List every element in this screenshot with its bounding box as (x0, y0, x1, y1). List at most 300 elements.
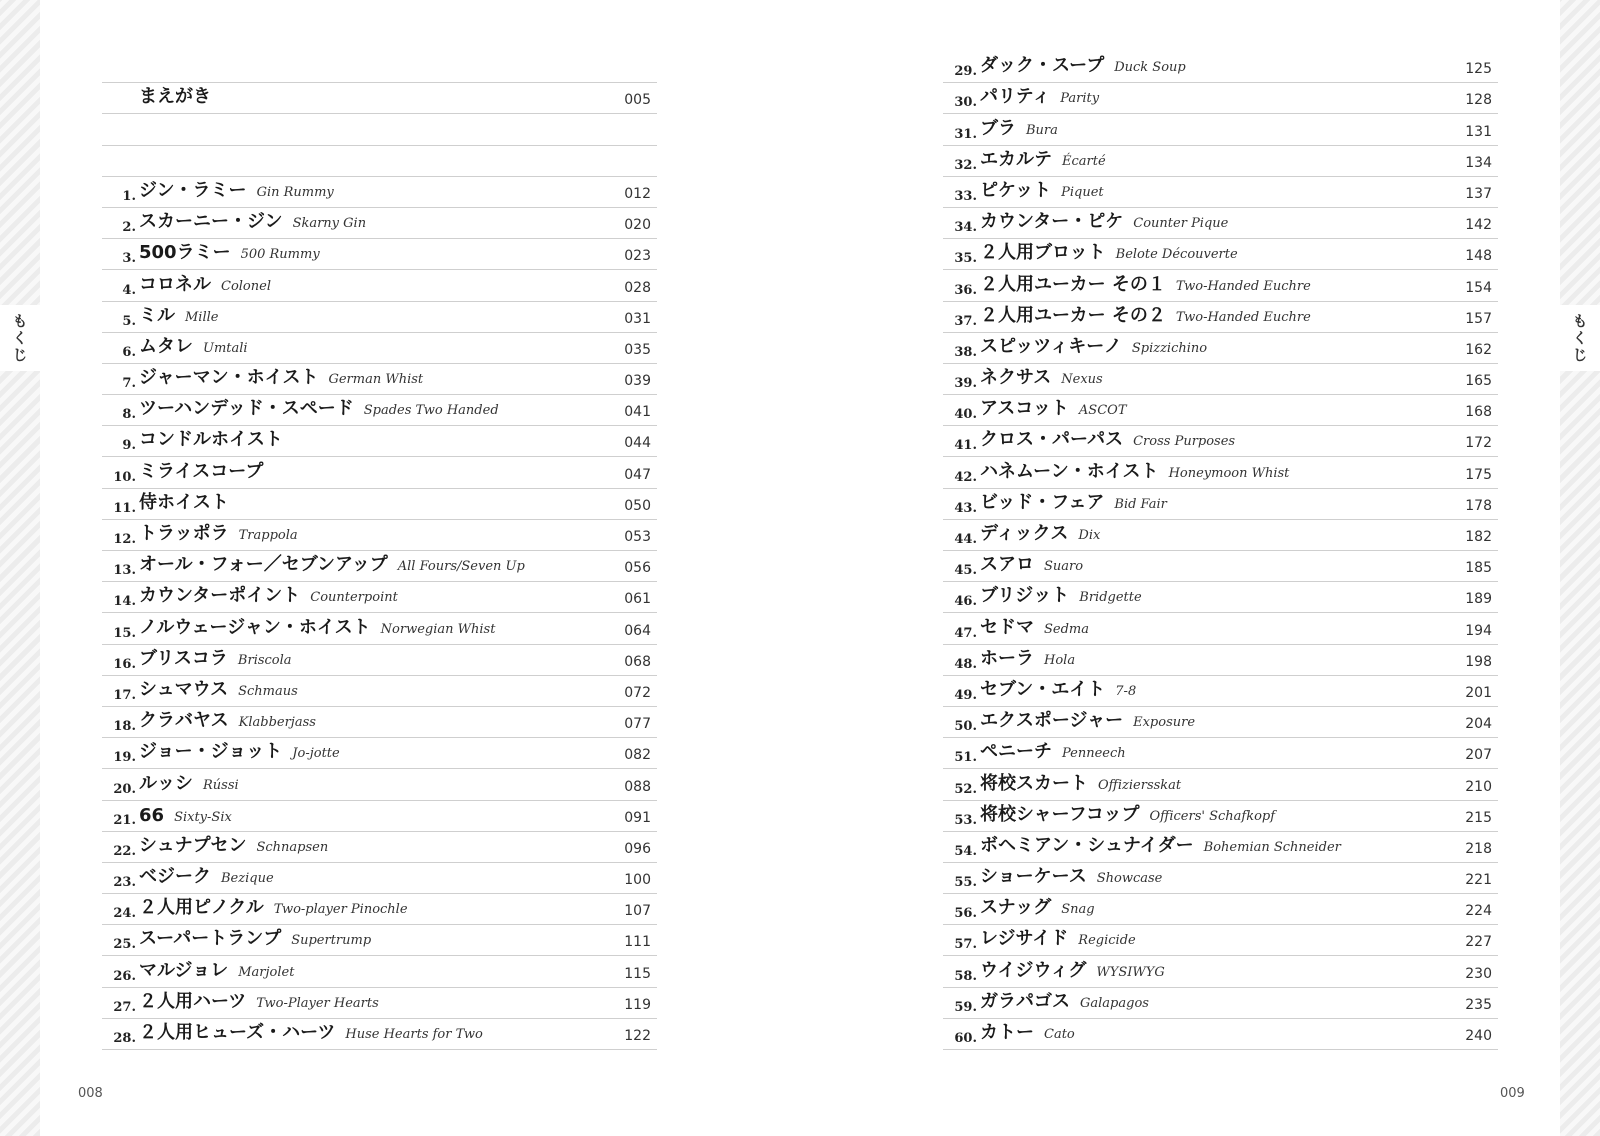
toc-entry[interactable] (943, 395, 1498, 426)
entry-page: 131 (1465, 123, 1492, 140)
toc-entry[interactable] (943, 457, 1498, 488)
entry-number: 33. (954, 188, 977, 204)
entry-title-en: Bohemian Schneider (1203, 839, 1341, 855)
entry-title-ja (980, 831, 1341, 857)
entry-page: 172 (1465, 435, 1492, 452)
entry-title-ja (139, 831, 328, 857)
entry-number: 3. (122, 251, 136, 267)
entry-page: 230 (1465, 965, 1492, 982)
entry-title-ja (139, 425, 283, 451)
entry-number: 14. (113, 594, 136, 610)
entry-title-ja-text: スナッグ (980, 897, 1052, 919)
toc-entry[interactable] (943, 676, 1498, 707)
entry-page: 224 (1465, 903, 1492, 920)
toc-blank-row (102, 146, 657, 177)
toc-entry[interactable] (102, 426, 657, 457)
entry-title-ja-text: エクスポージャー (980, 710, 1124, 732)
entry-title-en: Honeymoon Whist (1168, 465, 1290, 481)
entry-title-ja-text: エカルテ (980, 148, 1052, 170)
entry-number: 49. (954, 687, 977, 703)
entry-title-ja (980, 114, 1058, 140)
entry-number: 5. (122, 313, 136, 329)
entry-title-ja (980, 800, 1275, 826)
entry-title-en: All Fours/Seven Up (397, 559, 525, 575)
entry-title-ja-text: ジャーマン・ホイスト (139, 367, 319, 389)
toc-entry[interactable] (943, 177, 1498, 208)
toc-entry[interactable] (943, 769, 1498, 800)
entry-title-ja (139, 488, 229, 514)
entry-title-ja-text: 将校スカート (980, 772, 1088, 794)
toc-blank-row (102, 114, 657, 145)
entry-title-ja (980, 550, 1083, 576)
entry-title-ja (980, 769, 1181, 795)
toc-entry[interactable] (102, 177, 657, 208)
entry-title-ja (980, 176, 1104, 202)
entry-number: 15. (113, 625, 136, 641)
entry-page: 189 (1465, 591, 1492, 608)
preface-label: まえがき (139, 86, 211, 108)
entry-number: 38. (954, 344, 977, 360)
toc-entry[interactable] (943, 863, 1498, 894)
entry-title-ja (980, 207, 1228, 233)
entry-title-ja (980, 82, 1099, 108)
toc-entry[interactable] (943, 582, 1498, 613)
entry-title-en: Rússi (203, 777, 239, 793)
toc-entry[interactable] (102, 894, 657, 925)
toc-entry[interactable] (102, 769, 657, 800)
entry-page: 056 (624, 560, 651, 577)
entry-page: 165 (1465, 373, 1492, 390)
entry-title-en: Counterpoint (310, 590, 398, 606)
entry-title-ja-text: ディックス (980, 523, 1069, 544)
entry-number: 9. (122, 438, 136, 454)
toc-entry[interactable] (943, 426, 1498, 457)
entry-number: 56. (954, 906, 977, 922)
toc-preface-row[interactable] (102, 83, 657, 114)
entry-title-en: Norwegian Whist (380, 621, 496, 637)
entry-page: 023 (624, 248, 651, 265)
toc-entry[interactable] (102, 738, 657, 769)
toc-entry[interactable] (102, 333, 657, 364)
entry-title-ja-text: ムタレ (139, 335, 193, 357)
entry-title-ja (980, 519, 1100, 545)
toc-entry[interactable] (943, 52, 1498, 83)
entry-page: 028 (624, 279, 651, 296)
entry-title-ja (139, 301, 218, 327)
toc-entry[interactable] (102, 270, 657, 301)
entry-title-en: Two-Handed Euchre (1175, 309, 1311, 325)
entry-number: 58. (954, 968, 977, 984)
entry-page: 115 (624, 965, 651, 982)
entry-number: 54. (954, 843, 977, 859)
toc-entry[interactable] (943, 988, 1498, 1019)
entry-title-en: Bid Fair (1114, 496, 1167, 512)
entry-number: 45. (954, 563, 977, 579)
entry-title-ja (139, 581, 398, 607)
entry-title-en: Regicide (1078, 933, 1136, 949)
entry-title-en: Two-Handed Euchre (1175, 278, 1311, 294)
entry-title-ja (980, 737, 1126, 763)
entry-number: 21. (113, 812, 136, 828)
entry-title-ja-text: ミル (139, 304, 175, 326)
toc-entry[interactable] (943, 801, 1498, 832)
entry-number: 59. (954, 999, 977, 1015)
toc-entry[interactable] (102, 1019, 657, 1050)
entry-title-en: Parity (1060, 91, 1100, 107)
entry-page: 201 (1465, 684, 1492, 701)
entry-title-ja-text: シュマウス (139, 678, 229, 700)
side-tab-left: もくじ (0, 305, 40, 371)
entry-page: 068 (624, 653, 651, 670)
toc-entry[interactable] (943, 520, 1498, 551)
entry-number: 51. (954, 750, 977, 766)
entry-title-ja (980, 581, 1142, 607)
entry-title-ja-text: ツーハンデッド・スペード (139, 398, 354, 420)
toc-entry[interactable] (943, 333, 1498, 364)
entry-number: 47. (954, 625, 977, 641)
entry-number: 37. (954, 313, 977, 329)
entry-title-ja (980, 363, 1103, 389)
entry-title-ja (139, 706, 316, 732)
entry-page: 047 (624, 466, 651, 483)
entry-title-ja-text: ２人用ピノクル (139, 897, 264, 919)
entry-page: 039 (624, 373, 651, 390)
entry-number: 31. (954, 126, 977, 142)
entry-page: 050 (624, 497, 651, 514)
entry-number: 32. (954, 157, 977, 173)
entry-page: 122 (624, 1028, 651, 1044)
entry-number: 12. (113, 532, 136, 547)
entry-title-en: Umtali (203, 340, 248, 356)
toc-entry[interactable] (943, 707, 1498, 738)
entry-title-en: Offiziersskat (1098, 777, 1182, 793)
entry-title-ja (980, 706, 1195, 732)
entry-title-en: Suaro (1044, 559, 1084, 575)
entry-title-ja (980, 862, 1162, 888)
entry-title-ja (139, 613, 495, 639)
entry-title-ja-text: スピッツィキーノ (980, 335, 1122, 357)
toc-entry[interactable] (102, 520, 657, 551)
entry-title-ja-text: 将校シャーフコップ (980, 803, 1140, 825)
toc-entry[interactable] (102, 208, 657, 239)
entry-title-en: Mille (185, 309, 219, 325)
entry-number: 23. (113, 875, 136, 891)
toc-entry[interactable] (102, 863, 657, 894)
entry-title-ja-text: セドマ (980, 616, 1034, 638)
entry-number: 36. (954, 282, 977, 298)
entry-number: 18. (113, 719, 136, 735)
entry-title-en: Hola (1044, 652, 1076, 668)
entry-page: 035 (624, 341, 651, 358)
toc-entry[interactable] (102, 956, 657, 987)
entry-title-en: Cross Purposes (1133, 434, 1236, 450)
entry-number: 13. (113, 563, 136, 579)
entry-page: 154 (1465, 279, 1492, 296)
entry-title-en: Klabberjass (238, 715, 316, 731)
entry-title-en: Officers' Schafkopf (1149, 808, 1276, 824)
entry-title-ja-text: 侍ホイスト (139, 491, 229, 513)
entry-number: 34. (954, 220, 977, 236)
entry-page: 107 (624, 903, 651, 920)
entry-title-ja-text: スーパートランプ (139, 928, 282, 950)
toc-left-page (102, 52, 657, 1050)
entry-number: 6. (122, 344, 136, 360)
entry-title-ja-text: ２人用ユーカー その１ (980, 273, 1166, 295)
entry-title-ja-text: ベジーク (139, 866, 211, 888)
entry-title-ja (139, 1018, 483, 1044)
entry-title-en: Schnapsen (256, 839, 329, 855)
entry-page: 168 (1465, 404, 1492, 421)
entry-number: 1. (122, 188, 136, 204)
entry-title-ja (980, 238, 1238, 264)
entry-page: 044 (624, 435, 651, 452)
side-tab-right: もくじ (1560, 305, 1600, 371)
entry-title-ja (980, 924, 1136, 950)
entry-title-ja-text: ２人用ブロット (980, 242, 1106, 264)
page-number-left: 008 (78, 1086, 103, 1101)
entry-number: 16. (113, 656, 136, 672)
entry-title-ja (139, 987, 379, 1013)
entry-title-ja (980, 613, 1089, 639)
entry-title-ja (139, 176, 334, 202)
entry-page: 142 (1465, 217, 1492, 234)
entry-title-ja-text: ブラ (980, 117, 1016, 139)
entry-title-ja-text: コロネル (139, 273, 211, 295)
toc-entry[interactable] (102, 364, 657, 395)
toc-entry[interactable] (943, 738, 1498, 769)
right-edge-stripe (1560, 0, 1600, 1136)
entry-page: 240 (1465, 1028, 1492, 1044)
entry-page: 218 (1465, 840, 1492, 857)
entry-title-en: Dix (1078, 528, 1101, 543)
entry-number: 43. (954, 500, 977, 516)
entry-title-ja-text: ホーラ (980, 647, 1034, 669)
entry-title-en: Bura (1026, 122, 1058, 138)
entry-number: 19. (113, 750, 136, 766)
toc-entry[interactable] (102, 801, 657, 832)
entry-page: 194 (1465, 622, 1492, 639)
entry-title-ja (980, 956, 1165, 982)
entry-page: 235 (1465, 996, 1492, 1013)
entry-number: 20. (113, 781, 136, 797)
entry-title-ja (139, 644, 292, 670)
toc-entry[interactable] (102, 676, 657, 707)
entry-number: 4. (122, 282, 136, 298)
entry-title-ja-text: ビッド・フェア (980, 491, 1105, 513)
toc-left-list (102, 177, 657, 1050)
entry-title-en: Penneech (1062, 746, 1126, 762)
entry-title-ja-text: ノルウェージャン・ホイスト (139, 616, 371, 638)
entry-title-ja (980, 893, 1095, 919)
entry-title-en: Skarny Gin (292, 216, 367, 232)
entry-page: 064 (624, 622, 651, 639)
entry-page: 204 (1465, 716, 1492, 733)
entry-title-ja (139, 737, 340, 763)
toc-entry[interactable] (943, 302, 1498, 333)
toc-entry[interactable] (943, 83, 1498, 114)
toc-entry[interactable] (102, 925, 657, 956)
entry-title-ja-text: ２人用ユーカー その２ (980, 304, 1166, 326)
toc-entry[interactable] (102, 551, 657, 582)
entry-title-en: Counter Pique (1133, 216, 1229, 232)
entry-number: 57. (954, 937, 977, 953)
entry-page: 175 (1465, 466, 1492, 483)
toc-entry[interactable] (102, 457, 657, 488)
entry-title-en: Cato (1044, 1027, 1075, 1042)
toc-entry[interactable] (102, 645, 657, 676)
entry-page: 119 (624, 996, 651, 1013)
entry-page: 221 (1465, 872, 1492, 889)
entry-number: 28. (113, 1031, 136, 1046)
entry-number: 40. (954, 407, 977, 423)
entry-title-ja-text: カウンターポイント (139, 585, 301, 607)
toc-right-page (943, 52, 1498, 1050)
toc-entry[interactable] (102, 613, 657, 644)
entry-page: 182 (1465, 529, 1492, 545)
entry-title-ja (139, 956, 294, 982)
toc-entry[interactable] (943, 894, 1498, 925)
entry-title-ja-text: パリティ (980, 86, 1051, 108)
entry-title-en: Galapagos (1080, 995, 1149, 1011)
entry-number: 35. (954, 251, 977, 267)
toc-entry[interactable] (943, 114, 1498, 145)
entry-title-ja-text: スアロ (980, 554, 1034, 576)
entry-title-en: Showcase (1096, 871, 1163, 887)
entry-title-ja-text: ２人用ハーツ (139, 990, 247, 1012)
toc-entry[interactable] (943, 239, 1498, 270)
entry-title-en: Colonel (221, 278, 271, 294)
entry-page: 096 (624, 840, 651, 857)
entry-title-en: Marjolet (238, 964, 295, 980)
entry-number: 46. (954, 594, 977, 610)
toc-entry[interactable] (102, 582, 657, 613)
entry-title-ja-text: アスコット (980, 398, 1069, 420)
entry-title-ja-text: ハネムーン・ホイスト (980, 460, 1159, 482)
entry-number: 44. (954, 532, 977, 547)
entry-number: 30. (954, 95, 977, 111)
entry-page: 134 (1465, 154, 1492, 171)
entry-title-en: Duck Soup (1114, 60, 1186, 76)
entry-title-ja-text: コンドルホイスト (139, 429, 283, 451)
toc-entry[interactable] (943, 146, 1498, 177)
toc-entry[interactable] (102, 707, 657, 738)
entry-page: 072 (624, 684, 651, 701)
entry-title-ja (139, 207, 366, 233)
entry-number: 60. (954, 1031, 977, 1046)
toc-entry[interactable] (943, 1019, 1498, 1050)
entry-title-en: Jo-jotte (292, 746, 340, 762)
entry-title-en: Bezique (221, 871, 274, 887)
entry-title-en: Briscola (237, 652, 292, 668)
toc-entry[interactable] (943, 364, 1498, 395)
toc-entry[interactable] (102, 489, 657, 520)
entry-title-ja (139, 769, 239, 795)
entry-title-ja-text: ペニーチ (980, 741, 1052, 763)
entry-title-ja (139, 675, 298, 701)
entry-number: 22. (113, 843, 136, 859)
toc-entry[interactable] (943, 613, 1498, 644)
toc-entry[interactable] (943, 489, 1498, 520)
toc-entry[interactable] (943, 208, 1498, 239)
entry-number: 17. (113, 687, 136, 703)
toc-entry[interactable] (943, 956, 1498, 987)
entry-page: 077 (624, 716, 651, 733)
entry-number: 39. (954, 376, 977, 392)
entry-number: 27. (113, 999, 136, 1015)
entry-title-ja (139, 457, 263, 483)
entry-number: 24. (113, 906, 136, 922)
entry-title-ja (139, 805, 232, 826)
entry-title-ja (980, 301, 1311, 327)
entry-title-en: Huse Hearts for Two (345, 1027, 483, 1042)
toc-entry[interactable] (943, 645, 1498, 676)
toc-entry[interactable] (102, 988, 657, 1019)
entry-title-ja (980, 394, 1127, 420)
toc-entry[interactable] (943, 925, 1498, 956)
entry-title-ja (139, 519, 298, 545)
entry-title-ja (980, 1018, 1075, 1044)
entry-title-en: Gin Rummy (256, 184, 334, 200)
entry-title-en: Trappola (238, 528, 298, 543)
entry-title-ja (980, 425, 1235, 451)
entry-title-ja-text: ネクサス (980, 367, 1052, 389)
entry-title-ja (139, 270, 271, 296)
entry-number: 25. (113, 937, 136, 953)
entry-title-ja (980, 332, 1207, 358)
toc-entry[interactable] (102, 239, 657, 270)
entry-title-ja (139, 893, 408, 919)
entry-page: 061 (624, 591, 651, 608)
entry-title-en: Schmaus (238, 683, 298, 699)
entry-number: 55. (954, 875, 977, 891)
entry-title-ja (139, 363, 423, 389)
entry-title-ja-text: ショーケース (980, 866, 1087, 888)
entry-page: 125 (1465, 61, 1492, 78)
toc-entry[interactable] (943, 270, 1498, 301)
entry-page: 207 (1465, 747, 1492, 764)
entry-title-ja-text: ダック・スープ (980, 55, 1105, 77)
entry-number: 11. (113, 500, 136, 516)
entry-title-ja-text: トラッポラ (139, 523, 229, 544)
entry-page: 137 (1465, 185, 1492, 202)
toc-entry[interactable] (102, 832, 657, 863)
entry-title-en: 500 Rummy (240, 247, 320, 263)
entry-title-ja-text: マルジョレ (139, 959, 229, 981)
toc-entry[interactable] (943, 832, 1498, 863)
entry-title-en: Two-Player Hearts (256, 995, 379, 1011)
entry-number: 10. (113, 469, 136, 485)
entry-title-ja-text: シュナプセン (139, 834, 247, 856)
entry-title-ja-text: 500ラミー (139, 242, 231, 264)
toc-entry[interactable] (102, 302, 657, 333)
toc-entry[interactable] (102, 395, 657, 426)
entry-title-ja-text: カトー (980, 1022, 1034, 1043)
entry-title-ja-text: 66 (139, 804, 165, 826)
entry-title-en: Supertrump (291, 933, 372, 949)
entry-title-ja-text: ウイジウィグ (980, 959, 1087, 981)
entry-title-ja-text: ２人用ヒューズ・ハーツ (139, 1022, 336, 1043)
left-edge-stripe (0, 0, 40, 1136)
entry-page: 178 (1465, 497, 1492, 514)
entry-number: 2. (122, 220, 136, 236)
entry-title-ja-text: ボヘミアン・シュナイダー (980, 834, 1194, 856)
entry-title-en: Bridgette (1079, 590, 1142, 606)
toc-entry[interactable] (943, 551, 1498, 582)
entry-title-ja (980, 644, 1075, 670)
entry-title-ja-text: レジサイド (980, 928, 1069, 950)
entry-title-ja (139, 238, 320, 264)
entry-page: 041 (624, 404, 651, 421)
